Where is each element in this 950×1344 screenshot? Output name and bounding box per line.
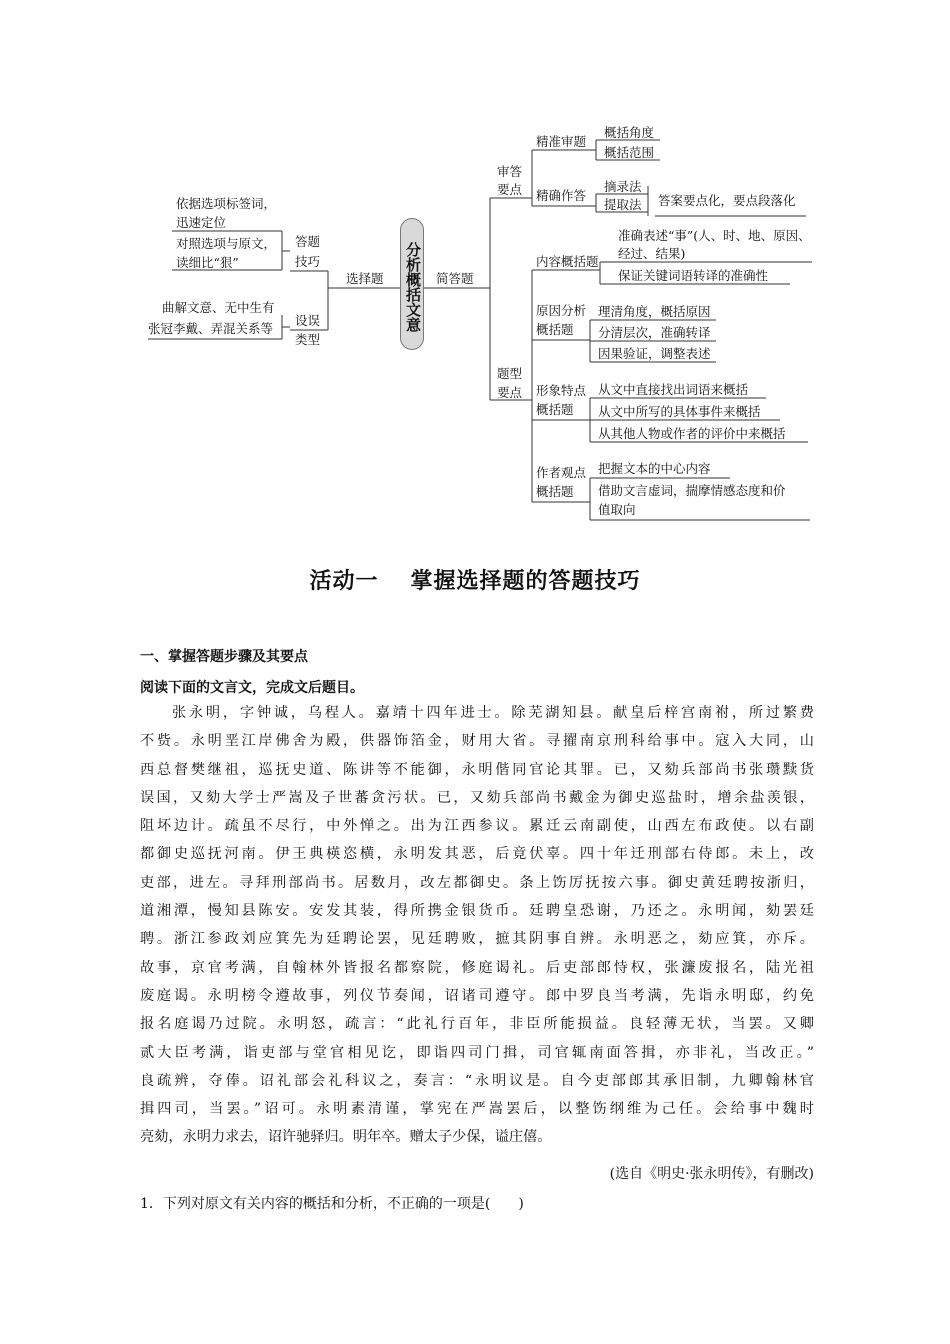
- passage-line: 误国，又劾大学士严嵩及子世蕃贪污状。已，又劾兵部尚书戴金为御史巡盐时，增余盐羡银，: [140, 789, 814, 806]
- mindmap-range: 概括范围: [604, 145, 655, 160]
- passage-line: 揖四司，当罢。”诏可。永明素清谨，掌宪在严嵩罢后，以整饬纲维为己任。会给事中魏时: [140, 1101, 814, 1118]
- mindmap-view-1: 把握文本的中心内容: [598, 461, 711, 476]
- mindmap-content-1b: 经过、结果): [618, 246, 686, 261]
- mindmap-compare-1: 对照选项与原文，: [176, 236, 277, 251]
- mindmap-short: 简答题: [436, 271, 474, 286]
- mindmap-image-3: 从其他人物或作者的评价中来概括: [598, 426, 786, 441]
- passage-line: 阻坏边计。疏虽不尽行，中外惮之。出为江西参议。累迁云南副使，山西左布政使。以右副: [140, 818, 814, 835]
- mindmap-view-2b: 值取向: [598, 502, 636, 517]
- passage-line: 故事，京官考满，自翰林外皆报名都察院，修庭谒礼。后吏部郎恃权，张濂废报名，陆光祖: [140, 959, 814, 976]
- passage: [140, 699, 814, 1152]
- mindmap-zhailu: 摘录法: [604, 179, 642, 194]
- passage-line: 西总督樊继祖，巡抚史道、陈讲等不能御，永明偕同官论其罪。已，又劾兵部尚书张瓒黩货: [140, 761, 814, 778]
- mindmap-errtype-2: 类型: [295, 332, 321, 347]
- mindmap-error-1: 曲解文意、无中生有: [162, 300, 275, 315]
- mindmap-shenda-1: 审答: [497, 164, 523, 179]
- mindmap-content-title: 内容概括题: [536, 254, 599, 269]
- mindmap-choice: 选择题: [346, 271, 384, 286]
- mindmap-view-title-2: 概括题: [536, 484, 574, 499]
- mindmap-tixing-2: 要点: [497, 385, 523, 400]
- mindmap-image-1: 从文中直接找出词语来概括: [598, 382, 749, 397]
- mindmap-image-title-2: 概括题: [536, 402, 574, 417]
- passage-line: 贰大臣考满，诣吏部与堂官相见讫，即诣四司门揖，司官辄南面答揖，亦非礼，当改正。”: [140, 1044, 814, 1061]
- mindmap-skill-1: 答题: [295, 234, 321, 249]
- passage-line: 都御史巡抚河南。伊王典楧恣横，永明发其恶，后竟伏辜。四十年迁刑部右侍郎。未上，改: [140, 846, 814, 863]
- passage-line: 张永明，字钟诚，乌程人。嘉靖十四年进士。除芜湖知县。献皇后梓宫南祔，所过繁费: [172, 705, 814, 721]
- mindmap-answer-note: 答案要点化，要点段落化: [658, 193, 796, 208]
- mindmap-reason-title-2: 概括题: [536, 322, 574, 337]
- mindmap-center: 分析概括文意: [400, 218, 424, 350]
- passage-line: 良疏辨，夺俸。诏礼部会礼科议之，奏言：“永明议是。自今吏部郎其承旧制，九卿翰林官: [140, 1072, 814, 1089]
- passage-line: 废庭谒。永明榜令遵故事，列仪节奏闻，诏诸司遵守。郎中罗良当考满，先诣永明邸，约免: [140, 987, 814, 1004]
- mindmap-locate-1: 依据选项标签词，: [176, 196, 277, 211]
- mindmap-content-2: 保证关键词语转译的准确性: [618, 268, 769, 283]
- section-title-part-a: 活动一: [309, 569, 379, 594]
- question-1: 1．下列对原文有关内容的概括和分析，不正确的一项是( ): [140, 1196, 524, 1212]
- mindmap-error-2: 张冠李戴、弄混关系等: [148, 321, 274, 336]
- mindmap-reason-title-1: 原因分析: [536, 303, 587, 318]
- mindmap-jingque: 精确作答: [536, 188, 587, 203]
- mindmap-skill-2: 技巧: [295, 254, 321, 269]
- passage-line: 道湘潭，慢知县陈安。安发其装，得所携金银货币。廷聘皇恐谢，乃还之。永明闻，劾罢廷: [140, 903, 814, 920]
- mindmap-locate-2: 迅速定位: [176, 215, 227, 230]
- section-title: [0, 564, 950, 595]
- passage-line: 吏部，进左。寻拜刑部尚书。居数月，改左都御史。条上饬厉抚按六事。御史黄廷聘按浙归，: [140, 874, 814, 891]
- mindmap-lines: [0, 0, 950, 530]
- mindmap-angle: 概括角度: [604, 125, 655, 140]
- mindmap-compare-2: 读细比“狠”: [176, 255, 239, 270]
- passage-line: 亮劾，永明力求去，诏许驰驿归。明年卒。赠太子少保，谥庄僖。: [140, 1129, 552, 1146]
- mindmap-content-1a: 准确表述“事”(人、时、地、原因、: [618, 228, 811, 243]
- mindmap-image-2: 从文中所写的具体事件来概括: [598, 404, 761, 419]
- mindmap-shenda-2: 要点: [497, 182, 523, 197]
- heading-steps: 一、掌握答题步骤及其要点: [140, 649, 308, 665]
- passage-source: (选自《明史·张永明传》，有删改): [609, 1166, 814, 1182]
- passage-line: 不赀。永明垩江岸佛舍为殿，供器饰箔金，财用大省。寻擢南京刑科给事中。寇入大同，山: [140, 733, 814, 750]
- passage-line: 聘。浙江参政刘应箕先为廷聘论罢，见廷聘败，摭其阴事自辨。永明恶之，劾应箕，亦斥。: [140, 931, 814, 948]
- section-title-part-b: 掌握选择题的答题技巧: [410, 569, 641, 594]
- mindmap-reason-3: 因果验证，调整表述: [598, 346, 711, 361]
- mindmap-view-2a: 借助文言虚词，揣摩情感态度和价: [598, 483, 786, 498]
- heading-instruction: 阅读下面的文言文，完成文后题目。: [140, 680, 364, 696]
- mindmap-image-title-1: 形象特点: [536, 383, 587, 398]
- mindmap-reason-2: 分清层次，准确转译: [598, 325, 711, 340]
- mindmap-view-title-1: 作者观点: [536, 465, 587, 480]
- mindmap-tiqu: 提取法: [604, 197, 642, 212]
- mindmap-reason-1: 理清角度，概括原因: [598, 304, 711, 319]
- mindmap-errtype-1: 设误: [295, 313, 321, 328]
- mindmap-tixing-1: 题型: [497, 366, 523, 381]
- mindmap-jingzhun: 精准审题: [536, 134, 587, 149]
- passage-line: 报名庭谒乃过院。永明怒，疏言：“此礼行百年，非臣所能损益。良轻薄无状，当罢。又卿: [140, 1016, 814, 1033]
